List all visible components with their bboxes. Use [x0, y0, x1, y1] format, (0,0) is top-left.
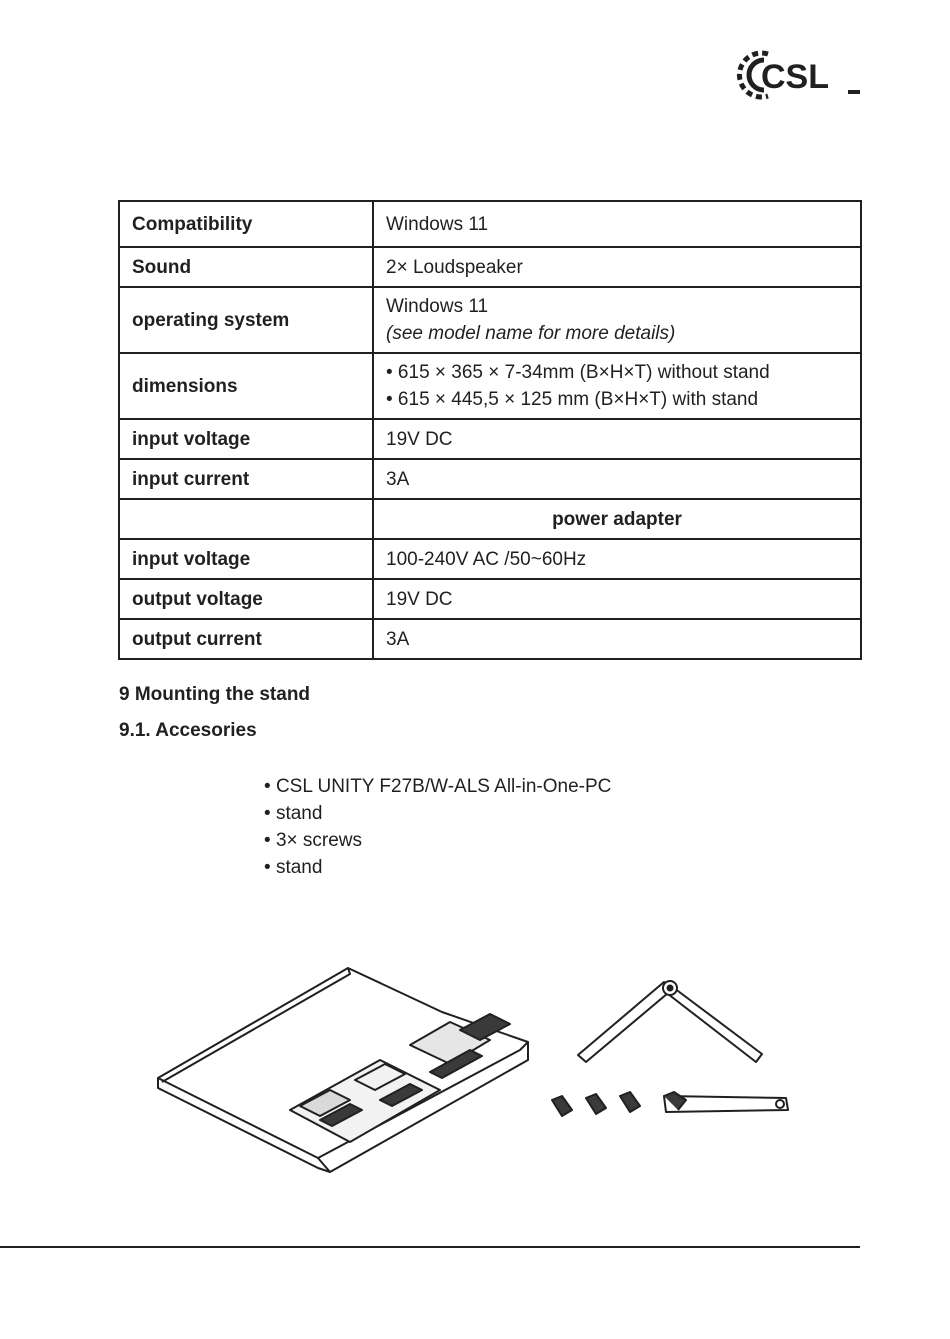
- spec-value: 100-240V AC /50~60Hz: [373, 539, 861, 579]
- spec-value: 2× Loudspeaker: [373, 247, 861, 287]
- stand-and-screws-illustration: [540, 970, 800, 1160]
- spec-label: dimensions: [119, 353, 373, 419]
- section-subtitle: 9.1. Accesories: [119, 720, 257, 741]
- spec-label: output current: [119, 619, 373, 659]
- all-in-one-pc-illustration: [150, 960, 540, 1180]
- table-row: [119, 287, 861, 353]
- csl-logo: [728, 40, 864, 108]
- section-header-cell: power adapter: [373, 499, 861, 539]
- logo-text: CSL: [761, 58, 829, 96]
- spec-value: 3A: [373, 619, 861, 659]
- table-row: [119, 579, 861, 619]
- spec-value: 19V DC: [373, 419, 861, 459]
- spec-value: [373, 287, 861, 353]
- spec-note: (see model name for more details): [386, 323, 676, 344]
- spec-value-line: Windows 11: [386, 296, 489, 317]
- accessories-list: [264, 773, 611, 881]
- table-row: [119, 419, 861, 459]
- spec-label: input voltage: [119, 419, 373, 459]
- specs-table: [118, 200, 862, 660]
- spec-value: 19V DC: [373, 579, 861, 619]
- spec-label: input voltage: [119, 539, 373, 579]
- spec-label: operating system: [119, 287, 373, 353]
- list-item: • stand: [264, 800, 611, 827]
- list-item: • stand: [264, 854, 611, 881]
- list-item: • 3× screws: [264, 827, 611, 854]
- table-row: [119, 459, 861, 499]
- table-row: [119, 201, 861, 247]
- spec-value: Windows 11: [373, 201, 861, 247]
- section-title: 9 Mounting the stand: [119, 684, 311, 705]
- spec-label: input current: [119, 459, 373, 499]
- table-row: [119, 247, 861, 287]
- table-row: [119, 353, 861, 419]
- footer-divider: [0, 1246, 860, 1248]
- spec-label: output voltage: [119, 579, 373, 619]
- spec-value: [373, 353, 861, 419]
- table-row: [119, 499, 861, 539]
- list-item: • CSL UNITY F27B/W-ALS All-in-One-PC: [264, 773, 611, 800]
- spec-value-line: • 615 × 445,5 × 125 mm (B×H×T) with stand: [386, 389, 759, 410]
- spec-value-line: • 615 × 365 × 7-34mm (B×H×T) without stand: [386, 362, 770, 383]
- spec-label: Sound: [119, 247, 373, 287]
- empty-cell: [119, 499, 373, 539]
- spec-value: 3A: [373, 459, 861, 499]
- table-row: [119, 539, 861, 579]
- spec-label: Compatibility: [119, 201, 373, 247]
- table-row: [119, 619, 861, 659]
